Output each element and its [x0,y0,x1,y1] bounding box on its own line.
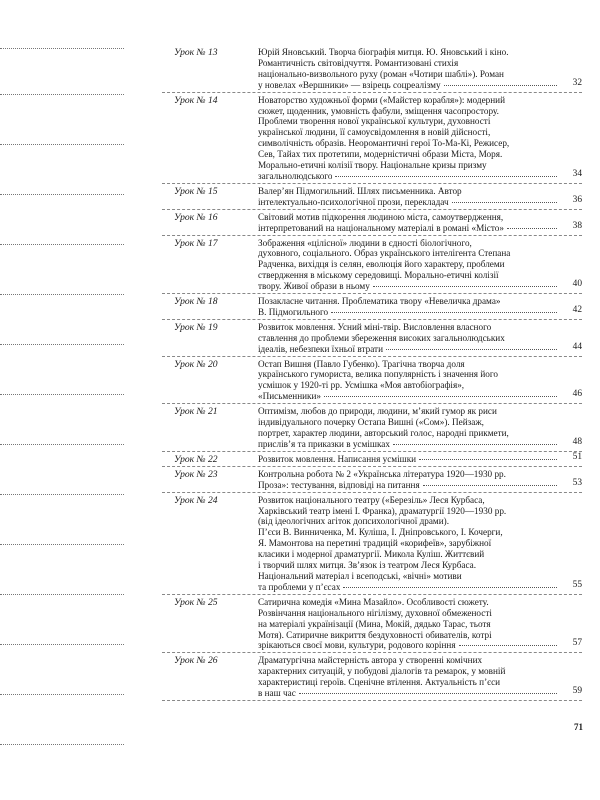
lesson-description [258,238,582,293]
lesson-description-line: Національний матеріал і всеподські, «вічні» мотиви [258,570,462,581]
lesson-description-line: П’єси В. Винниченка, М. Куліша, І. Дніпровського, І. Кочерги, [258,527,503,538]
dot-leader [452,202,557,203]
lesson-page-number: 32 [572,77,582,88]
margin-dotted-line [0,294,124,295]
lesson-description-line: сюжет, щоденник, умовність фабули, зміщення часопростору. [258,105,499,116]
lesson-number: Урок № 16 [174,211,218,223]
page-number: 71 [574,722,583,732]
lesson-description-line: Валер’ян Підмогильний. Шлях письменника. Автор [258,185,462,196]
margin-dotted-line [0,594,124,595]
lesson-description [258,406,582,450]
lesson-description-line: Юрій Яновський. Творча біографія митця. Ю. Яновський і кіно. [258,47,509,57]
lesson-entry [162,452,582,467]
lesson-number: Урок № 13 [174,47,218,58]
lesson-number: Урок № 20 [174,358,218,370]
margin-dotted-line [0,444,124,445]
lesson-number: Урок № 19 [174,321,218,333]
lesson-page-number: 55 [572,579,582,590]
margin-dotted-line [0,494,124,495]
lesson-description-line: Світовий мотив підкорення людиною міста, самоутвердження, [258,211,504,222]
lesson-number: Урок № 22 [174,453,218,465]
lesson-description-line: Сатирична комедія «Мина Мазайло». Особливості сюжету. [258,596,489,607]
lesson-entry [162,357,582,405]
lesson-page-number: 53 [572,477,582,488]
lesson-entry [162,210,582,236]
lesson-number: Урок № 24 [174,494,218,506]
dot-leader [507,228,557,229]
lesson-description-tail: В. Підмогильного [258,306,329,317]
lesson-description-line: Морально-етичні колізії твору. Національне кризы призму [258,160,487,171]
lesson-entry [162,493,582,595]
lesson-description-line: Розвиток національного театру («Березіль» Леся Курбаса, [258,494,485,505]
lesson-description-last-line [258,439,560,450]
lesson-page-number: 48 [572,436,582,447]
margin-dotted-line [0,744,124,745]
lesson-entry [162,320,582,357]
dot-leader [343,587,557,588]
lesson-entry [162,653,582,701]
lesson-description-line: на матеріалі українізації (Мина, Мокій, дядько Тарас, тьотя [258,618,491,629]
margin-dotted-line [0,344,124,345]
lesson-description-line: Драматургічна майстерність автора у створенні комічних [258,655,483,666]
dot-leader [324,396,557,397]
lesson-description-last-line [258,582,560,593]
lesson-description-line: Я. Мамонтова на перетині традицій «корифеїв», зарубіжної [258,538,492,549]
lesson-page-number: 46 [572,389,582,400]
dot-leader [444,85,557,86]
lesson-list [162,45,582,701]
lesson-description-line: Новаторство художньої форми («Майстер корабля»): модерний [258,94,505,105]
lesson-description [258,296,582,318]
lesson-page-number: 38 [572,220,582,231]
lesson-description-line: класики і модерної драматургії. Микола Куліш. Життєвий [258,549,485,560]
lesson-description-tail: ідеалів, небезпеки їхньої втрати [258,343,383,354]
lesson-description-tail: інтерпретований на національному матеріалі в романі «Місто» [258,222,504,233]
lesson-description-line: символічність образів. Неоромантичні герої То-Ма-Кі, Режисер, [258,138,510,149]
lesson-description [258,95,582,182]
lesson-description-line: Оптимізм, любов до природи, людини, м’який гумор як риси [258,406,497,417]
margin-dotted-line [0,194,124,195]
lesson-description-line: Зображення «цілісної» людини в єдності біологічного, [258,237,472,248]
lesson-number: Урок № 26 [174,655,218,667]
lesson-description-tail: Проза»: тестування, відповіді на питання [258,479,420,490]
lesson-description-last-line [258,171,560,182]
lesson-description-last-line [258,307,560,318]
lesson-description-line: Остап Вишня (Павло Губенко). Трагічна творча доля [258,358,465,369]
lesson-description-line: Проблеми творення нової української культури, духовності [258,116,491,127]
lesson-description-line: Розвиток мовлення. Усний міні-твір. Висловлення власного [258,321,492,332]
lesson-page-number: 40 [572,279,582,290]
lesson-description-line: українського гумориста, велика популярність і значення його [258,369,498,380]
lesson-number: Урок № 14 [174,94,218,106]
dot-leader [423,485,557,486]
lesson-description-tail: інтелектуально-психологічної прози, перекладач [258,196,449,207]
lesson-page-number: 51 [572,451,582,462]
lesson-page-number: 57 [572,638,582,649]
lesson-description-tail: прислів’я та приказки в усмішках [258,438,390,449]
lesson-entry [162,184,582,210]
lesson-description-line: і творчий шлях митця. Зв’язок із театром Леся Курбаса. [258,560,477,571]
lesson-description [258,451,582,465]
lesson-description-line: Сев, Тайах тих протетипи, модерністичні образи Міста, Моря. [258,149,503,160]
lesson-description-line: ствердження в міському середовищі. Морально-етичні колізії [258,270,499,281]
lesson-entry [162,467,582,493]
lesson-description-last-line [258,281,560,292]
lesson-description-tail: в наш час [258,688,296,699]
margin-dotted-line [0,544,124,545]
lesson-description-last-line [258,640,560,651]
dot-leader [419,459,557,460]
lesson-description-line: української людини, її самоусвідомлення в новій дійсності, [258,127,491,138]
lesson-page-number: 36 [572,194,582,205]
lesson-entry [162,93,582,184]
lesson-page-number: 42 [572,304,582,315]
lesson-description-line: національно-визвольного руху (роман «Чотири шаблі»). Роман [258,68,504,79]
lesson-description-tail: загальнолюдського [258,170,333,181]
margin-dotted-line [0,644,124,645]
lesson-description [258,655,582,699]
lesson-description [258,186,582,208]
lesson-description-line: ставлення до проблеми збереження високих загальнолюдських [258,332,505,343]
margin-dotted-line [0,94,124,95]
lesson-number: Урок № 23 [174,468,218,480]
lesson-description-line: Радченка, вихідця із селян, еволюція його характеру, проблеми [258,259,505,270]
lesson-description-tail: Розвиток мовлення. Написання усмішки [258,453,417,464]
margin-dotted-line [0,694,124,695]
dot-leader [373,286,557,287]
dot-leader [386,349,557,350]
lesson-description [258,495,582,593]
lesson-entry [162,236,582,295]
lesson-entry [162,404,582,452]
lesson-description-line: характеристиці героїв. Сценічне втілення. Актуальність п’єси [258,677,501,688]
lesson-number: Урок № 15 [174,185,218,197]
margin-dotted-line [0,244,124,245]
lesson-entry [162,595,582,654]
lesson-description-line: (від ідеологічних агіток допсихологічної драми). [258,516,449,527]
lesson-description-line: характерних ситуацій, у побудові діалогів та ремарок, у мовній [258,666,506,677]
lesson-description-line: Розвінчання національного нігілізму, духовної обмеженості [258,607,492,618]
lesson-description-last-line [258,80,560,91]
dot-leader [331,312,557,313]
lesson-description-last-line [258,391,560,402]
lesson-description-line: усмішок у 1920-ті рр. Усмішка «Моя автобіографія», [258,380,465,391]
lesson-description-last-line [258,454,560,465]
lesson-description-last-line [258,480,560,491]
lesson-description-line: індивідуального почерку Остапа Вишні («Сом»). Пейзаж, [258,417,484,428]
lesson-description-line: духовного, соціального. Образ українського інтелігента Степана [258,248,511,259]
dot-leader [335,176,557,177]
lesson-number: Урок № 18 [174,296,218,308]
lesson-description [258,469,582,491]
dot-leader [459,645,557,646]
lesson-description-line: Романтичність світовідчуття. Романтизовані стихія [258,57,459,68]
lesson-entry [162,45,582,93]
lesson-number: Урок № 17 [174,237,218,249]
lesson-description-tail: «Письменники» [258,391,322,402]
lesson-description-tail: у новелах «Вершники» — взірець соцреалізму [258,79,441,90]
lesson-description [258,359,582,403]
dot-leader [299,693,557,694]
lesson-description [258,322,582,355]
lesson-number: Урок № 21 [174,406,218,418]
lesson-description-line: Мотя). Сатиричне викриття бездуховності обивателів, котрі [258,629,492,640]
margin-dotted-line [0,144,124,145]
lesson-description-line: Харківський театр імені І. Франка), драматургії 1920—1930 рр. [258,505,507,516]
lesson-description-tail: твору. Живої образи в ньому [258,281,370,292]
lesson-description [258,597,582,652]
lesson-description-last-line [258,223,560,234]
lesson-description-last-line [258,344,560,355]
lesson-description-line: портрет, характер людини, авторський голос, народні прикмети, [258,428,509,438]
lesson-description [258,212,582,234]
margin-dotted-line [0,394,124,395]
lesson-description-line: Позакласне читання. Проблематика твору «Невеличка драма» [258,296,501,307]
lesson-entry [162,294,582,320]
lesson-description-last-line [258,197,560,208]
lesson-page-number: 34 [572,168,582,179]
lesson-page-number: 44 [572,341,582,352]
lesson-description-tail: зрікаються своєї мови, культури, родового коріння [258,640,456,651]
lesson-number: Урок № 25 [174,596,218,608]
lesson-description-last-line [258,688,560,699]
lesson-description-line: Контрольна робота № 2 «Українська література 1920—1930 рр. [258,468,506,479]
lesson-description [258,47,582,91]
lesson-description-tail: та проблеми у п’єсах [258,581,341,592]
lesson-page-number: 59 [572,686,582,697]
dot-leader [393,444,557,445]
margin-dotted-line [0,48,124,49]
